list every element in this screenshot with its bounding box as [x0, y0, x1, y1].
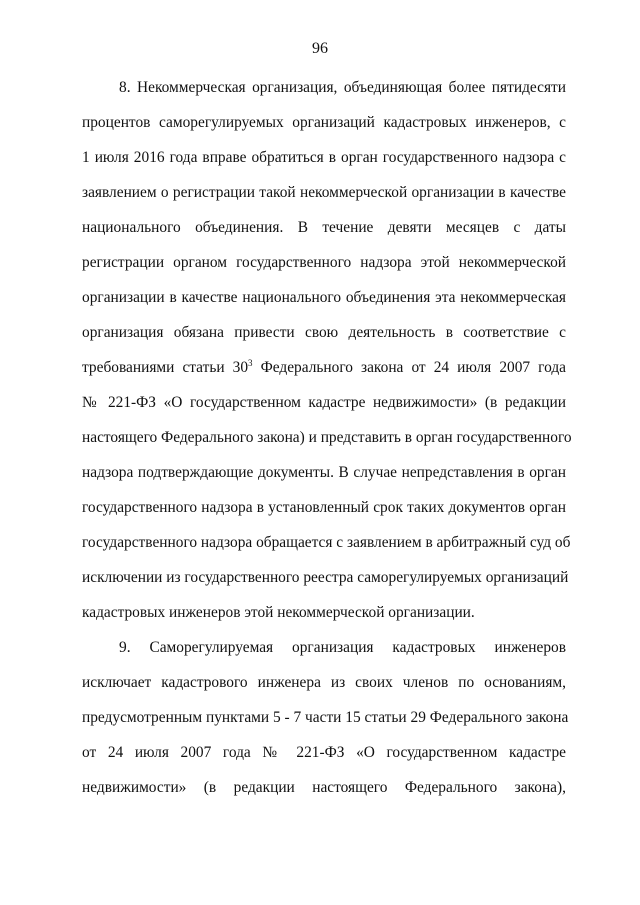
paragraph-line: недвижимости» (в редакции настоящего Федерального закона),	[82, 779, 566, 796]
paragraph-line: 1 июля 2016 года вправе обратиться в орган государственного надзора с	[82, 149, 566, 166]
paragraph-line: организация обязана привести свою деятельность в соответствие с	[82, 324, 566, 341]
paragraph-line: предусмотренным пунктами 5 - 7 части 15 статьи 29 Федерального закона	[82, 709, 569, 726]
paragraph-line: 9. Саморегулируемая организация кадастровых инженеров	[119, 639, 566, 656]
page-number: 96	[312, 40, 328, 57]
paragraph-line: исключении из государственного реестра саморегулируемых организаций	[82, 569, 569, 586]
line-text: требованиями статьи 30	[82, 359, 249, 376]
paragraph-line: надзора подтверждающие документы. В случае непредставления в орган	[82, 464, 566, 481]
superscript: 3	[248, 358, 253, 368]
paragraph-line: заявлением о регистрации такой некоммерческой организации в качестве	[82, 184, 566, 201]
paragraph-line: № 221-ФЗ «О государственном кадастре недвижимости» (в редакции	[82, 394, 566, 411]
paragraph-line: исключает кадастрового инженера из своих членов по основаниям,	[82, 674, 566, 691]
paragraph-line: 8. Некоммерческая организация, объединяющая более пятидесяти	[119, 79, 566, 96]
paragraph-line: регистрации органом государственного надзора этой некоммерческой	[82, 254, 566, 271]
paragraph-line: национального объединения. В течение девяти месяцев с даты	[82, 219, 566, 236]
paragraph-line	[82, 358, 566, 378]
line-text: Федерального закона от 24 июля 2007 года	[252, 359, 566, 376]
paragraph-line: государственного надзора в установленный срок таких документов орган	[82, 499, 566, 516]
paragraph-line: настоящего Федерального закона) и представить в орган государственного	[82, 429, 572, 446]
paragraph-line: организации в качестве национального объединения эта некоммерческая	[82, 289, 566, 306]
paragraph-line: процентов саморегулируемых организаций кадастровых инженеров, с	[82, 114, 566, 131]
paragraph-line: государственного надзора обращается с заявлением в арбитражный суд об	[82, 534, 571, 551]
paragraph-line: кадастровых инженеров этой некоммерческой организации.	[82, 604, 475, 621]
paragraph-line: от 24 июля 2007 года № 221-ФЗ «О государственном кадастре	[82, 744, 566, 761]
